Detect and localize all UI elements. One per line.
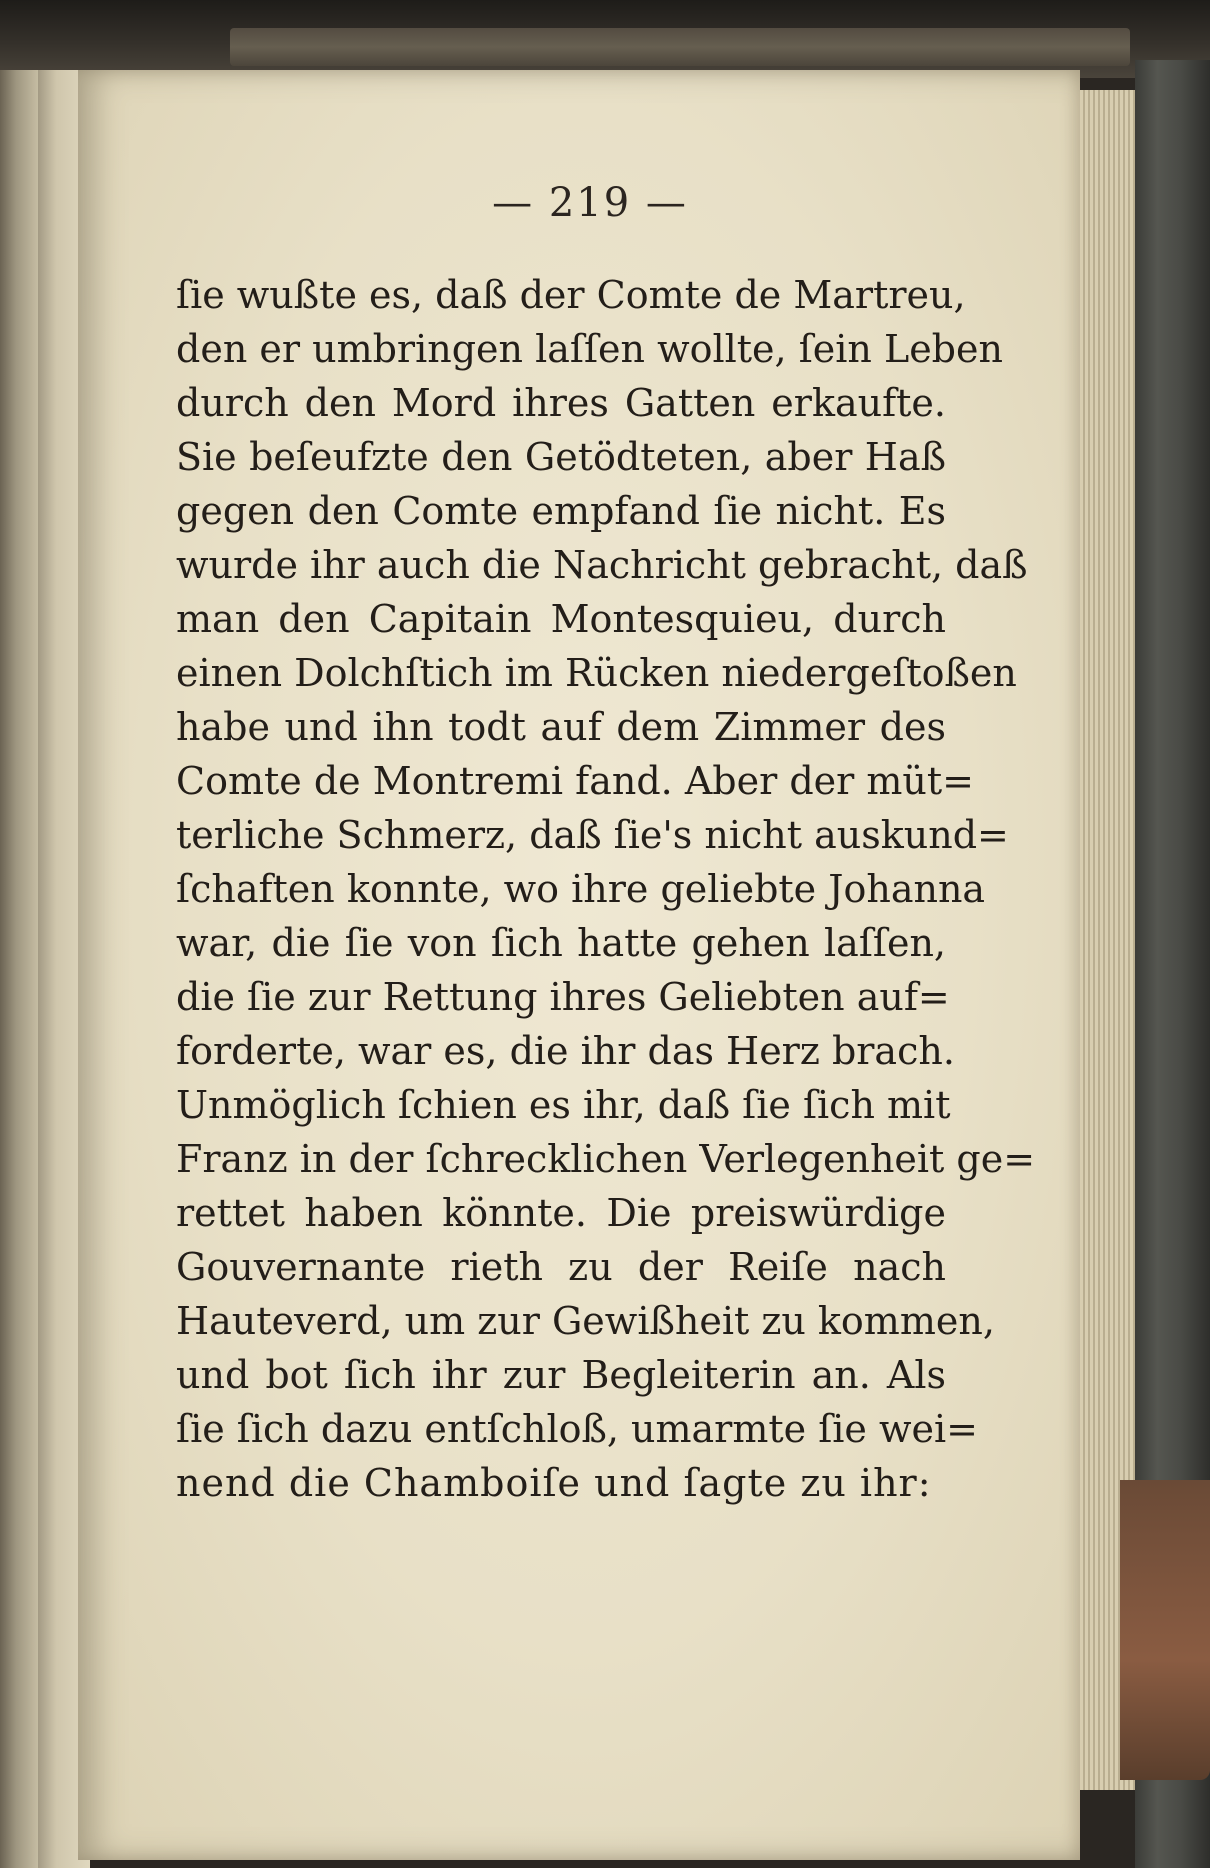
text-line: Sie beſeufzte den Getödteten, aber Haß bbox=[176, 435, 946, 479]
text-line: nend die Chamboiſe und ſagte zu ihr: bbox=[176, 1461, 932, 1505]
binding-strap bbox=[230, 28, 1130, 66]
page-number: — 219 — bbox=[492, 180, 688, 226]
text-line: habe und ihn todt auf dem Zimmer des bbox=[176, 705, 946, 749]
text-line: war, die ſie von ſich hatte gehen laſſen, bbox=[176, 921, 946, 965]
text-line: Comte de Montremi fand. Aber der müt= bbox=[176, 759, 975, 803]
text-line: Unmöglich ſchien es ihr, daß ſie ſich mit bbox=[176, 1083, 951, 1127]
text-line: man den Capitain Montesquieu, durch bbox=[176, 597, 946, 641]
text-line: gegen den Comte empfand ſie nicht. Es bbox=[176, 489, 946, 533]
cover-corner-leather bbox=[1120, 1480, 1210, 1780]
text-line: durch den Mord ihres Gatten erkaufte. bbox=[176, 381, 946, 425]
text-line: Franz in der ſchrecklichen Verlegenheit ge= bbox=[176, 1137, 1036, 1181]
text-line: ſie ſich dazu entſchloß, umarmte ſie wei= bbox=[176, 1407, 979, 1451]
text-line: einen Dolchſtich im Rücken niedergeſtoßen bbox=[176, 651, 1017, 695]
text-line: den er umbringen laſſen wollte, ſein Leben bbox=[176, 327, 1003, 371]
text-line: forderte, war es, die ihr das Herz brach. bbox=[176, 1029, 955, 1073]
text-line: terliche Schmerz, daß ſie's nicht auskund= bbox=[176, 813, 1009, 857]
text-line: und bot ſich ihr zur Begleiterin an. Als bbox=[176, 1353, 946, 1397]
text-line: rettet haben könnte. Die preiswürdige bbox=[176, 1191, 946, 1235]
text-line: Gouvernante rieth zu der Reiſe nach bbox=[176, 1245, 946, 1289]
left-page-edge bbox=[0, 70, 40, 1868]
body-text bbox=[176, 268, 1036, 1510]
text-line: ſie wußte es, daß der Comte de Martreu, bbox=[176, 273, 966, 317]
text-line: die ſie zur Rettung ihres Geliebten auf= bbox=[176, 975, 950, 1019]
text-line: Hauteverd, um zur Gewißheit zu kommen, bbox=[176, 1299, 995, 1343]
text-line: ſchaften konnte, wo ihre geliebte Johanna bbox=[176, 867, 986, 911]
text-line: wurde ihr auch die Nachricht gebracht, daß bbox=[176, 543, 1028, 587]
